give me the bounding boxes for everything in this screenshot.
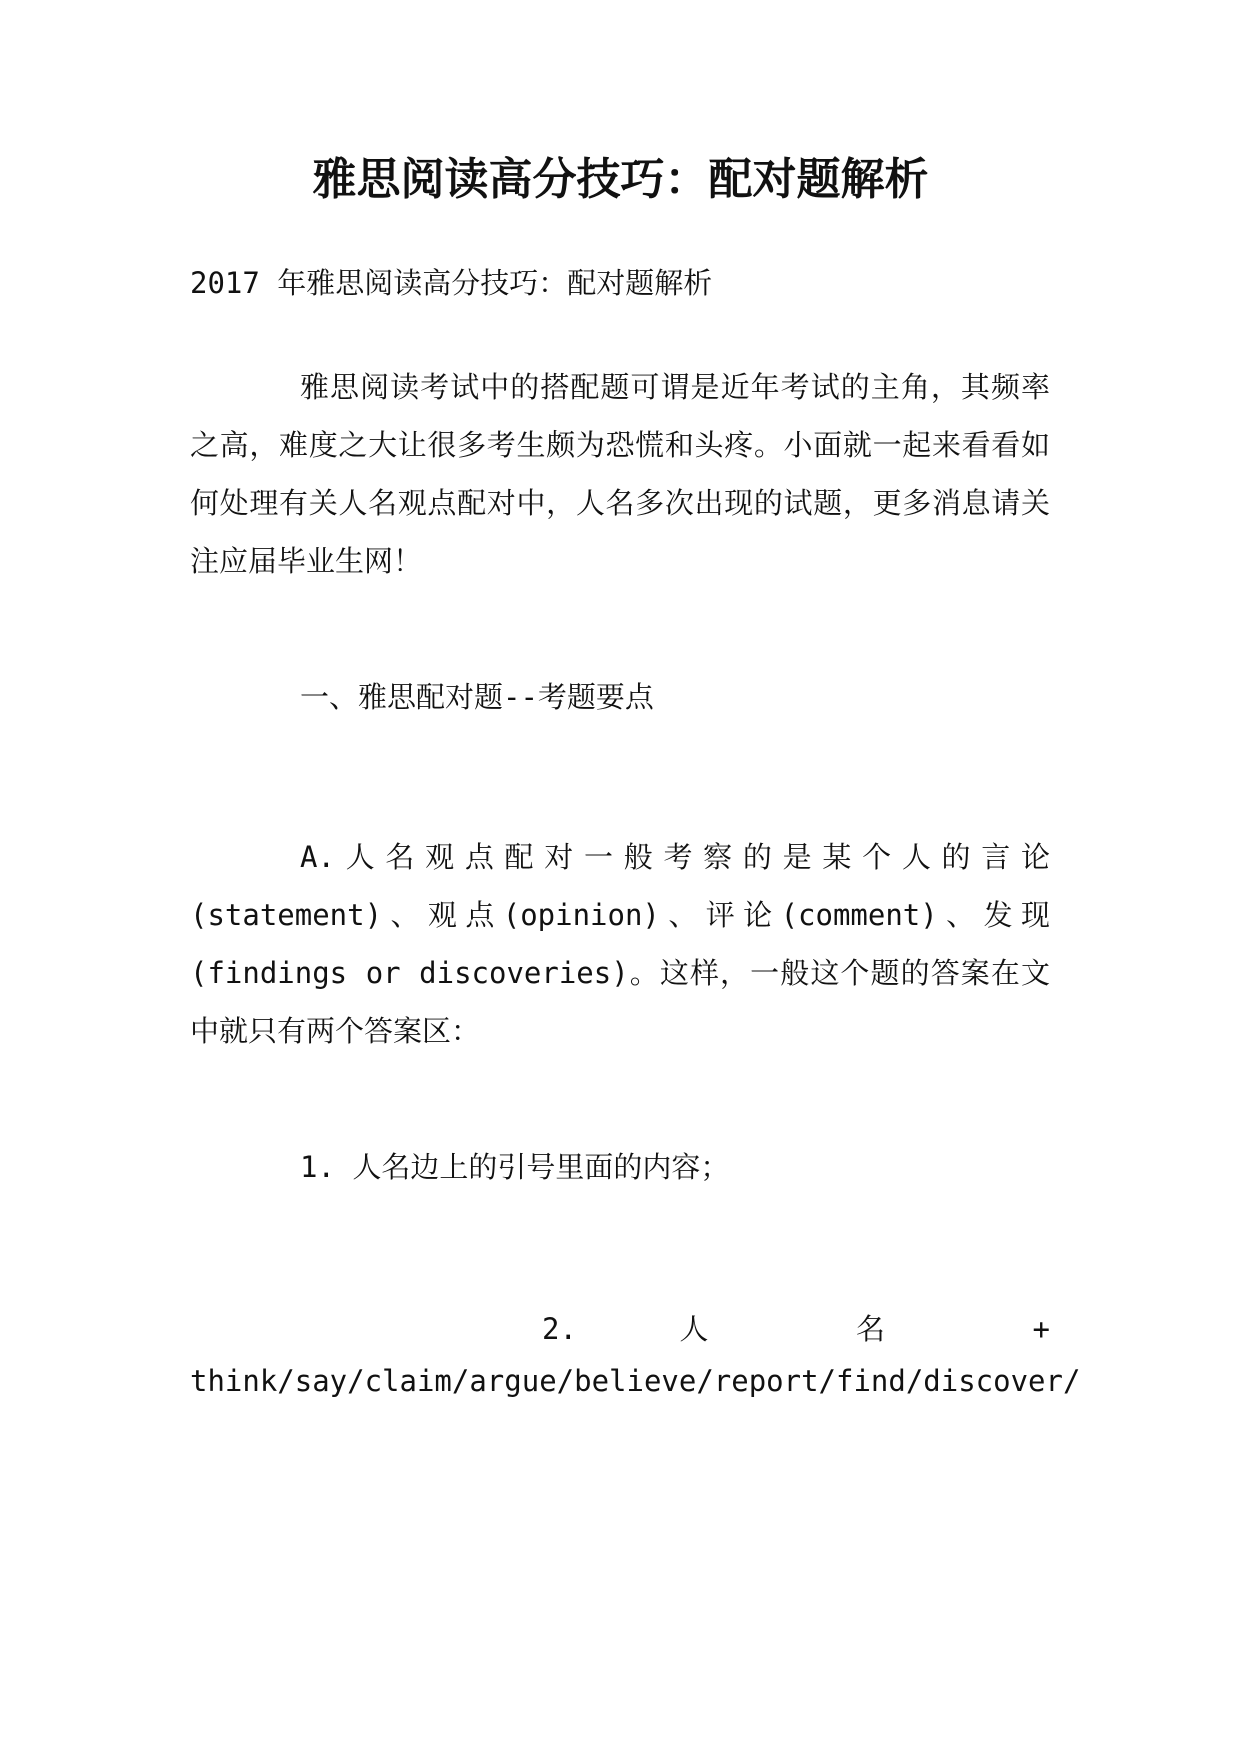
document-title: 雅思阅读高分技巧：配对题解析 xyxy=(312,154,929,205)
list-item-1: 1. 人名边上的引号里面的内容； xyxy=(300,1150,730,1184)
document-subtitle: 2017 年雅思阅读高分技巧：配对题解析 xyxy=(190,266,713,300)
section-heading: 一、雅思配对题--考题要点 xyxy=(300,680,654,714)
list-item-2-line-2: think/say/claim/argue/believe/report/find/discover/ xyxy=(190,1364,1081,1398)
list-item-2-line-1: 2. 人 名 + xyxy=(542,1312,1050,1346)
point-a-paragraph: A.人名观点配对一般考察的是某个人的言论(statement)、观点(opinion)、评论(comment)、发现(findings or discoveries)。这样，一般这个题的答案在文中就只有两个答案区： xyxy=(190,840,1050,1048)
intro-paragraph: 雅思阅读考试中的搭配题可谓是近年考试的主角，其频率之高，难度之大让很多考生颇为恐慌和头疼。小面就一起来看看如何处理有关人名观点配对中，人名多次出现的试题，更多消息请关注应届毕业生网！ xyxy=(190,370,1050,578)
